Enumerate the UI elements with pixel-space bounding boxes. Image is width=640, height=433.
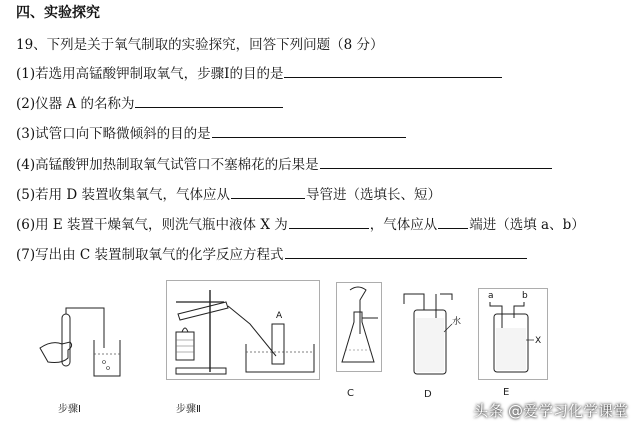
apparatus-e-label: E [503, 387, 510, 398]
answer-blank-4[interactable] [320, 155, 552, 169]
liquid-x-label: X [535, 336, 542, 346]
apparatus-c [336, 282, 382, 372]
item-1 [16, 64, 503, 83]
step1-caption: 步骤Ⅰ [58, 404, 81, 415]
item-3-text: (3)试管口向下略微倾斜的目的是 [16, 126, 211, 142]
answer-blank-6b[interactable] [438, 215, 468, 229]
item-2-text: (2)仪器 A 的名称为 [16, 96, 135, 112]
watermark: 头条 @爱学习化学课堂 [473, 402, 628, 420]
step1-apparatus [38, 300, 128, 380]
step2-caption: 步骤Ⅱ [176, 404, 201, 415]
item-6 [16, 215, 585, 234]
question-title: 19、下列是关于氧气制取的实验探究，回答下列问题（8 分） [16, 37, 384, 53]
item-1-text: (1)若选用高锰酸钾制取氧气，步骤Ⅰ的目的是 [16, 66, 284, 82]
answer-blank-6a[interactable] [289, 215, 369, 229]
answer-blank-2[interactable] [135, 94, 283, 108]
item-4 [16, 155, 553, 174]
water-label: 水 [452, 317, 462, 327]
section-title: 四、实验探究 [16, 5, 100, 21]
item-7-text: (7)写出由 C 装置制取氧气的化学反应方程式 [16, 247, 284, 263]
apparatus-d [396, 290, 466, 378]
item-6-middle: ，气体应从 [369, 217, 438, 233]
answer-blank-1[interactable] [284, 64, 502, 78]
answer-blank-5[interactable] [231, 185, 305, 199]
item-5-suffix: 导管进（选填长、短） [306, 187, 442, 203]
instrument-a-label: A [276, 311, 283, 321]
item-2 [16, 94, 284, 113]
item-7 [16, 245, 528, 264]
item-5 [16, 185, 441, 204]
apparatus-e [478, 288, 548, 380]
answer-blank-7[interactable] [285, 245, 527, 259]
item-5-text: (5)若用 D 装置收集氧气，气体应从 [16, 187, 231, 203]
apparatus-d-label: D [424, 389, 432, 400]
item-6-text: (6)用 E 装置干燥氧气，则洗气瓶中液体 X 为 [16, 217, 288, 233]
item-3 [16, 124, 407, 143]
step2-apparatus [166, 280, 320, 380]
inlet-a-label: a [488, 291, 494, 301]
inlet-b-label: b [522, 291, 528, 301]
item-4-text: (4)高锰酸钾加热制取氧气试管口不塞棉花的后果是 [16, 157, 319, 173]
apparatus-c-label: C [347, 388, 354, 399]
answer-blank-3[interactable] [212, 124, 406, 138]
item-6-suffix: 端进（选填 a、b） [469, 217, 585, 233]
